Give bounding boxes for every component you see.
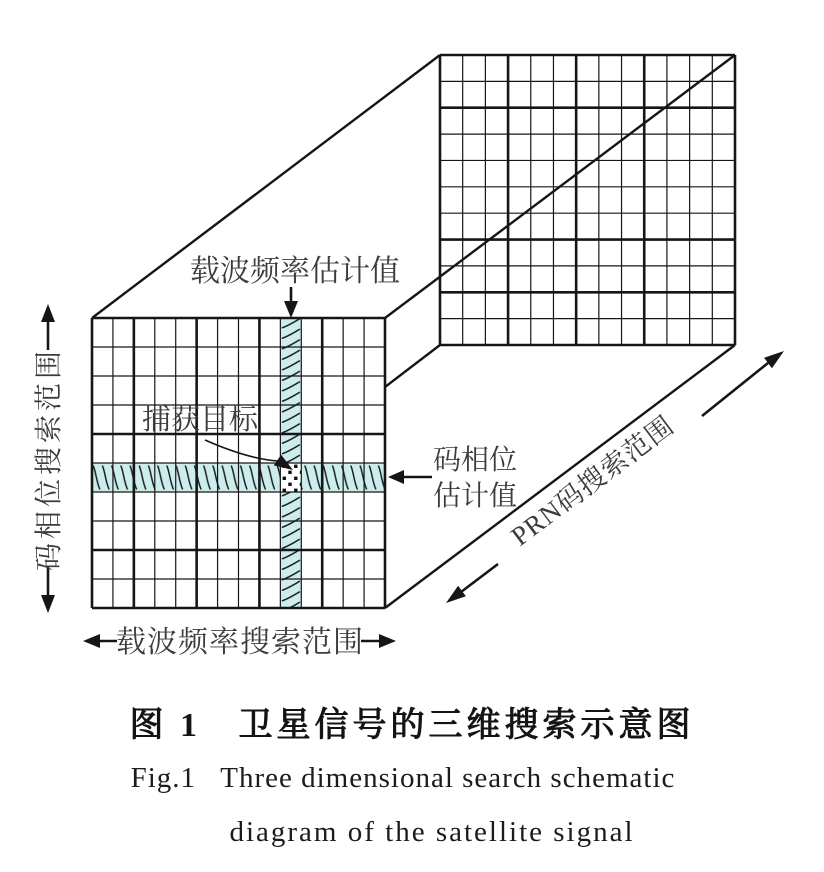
code-phase-estimate-label-line1: 码相位 (433, 445, 518, 476)
caption-english-line1: Fig.1 Three dimensional search schematic (130, 762, 676, 794)
code-phase-search-range-label: 码相位搜索范围 (34, 346, 65, 572)
carrier-estimate-arrow-icon (284, 287, 298, 318)
carrier-freq-search-range-label: 载波频率搜索范围 (116, 626, 364, 659)
code-phase-estimate-label-line2: 估计值 (433, 481, 518, 512)
edge-bottom-right (385, 345, 735, 608)
caption-english-line2: diagram of the satellite signal (229, 816, 635, 848)
carrier-freq-estimate-label: 载波频率估计值 (190, 255, 400, 288)
front-face-grid (92, 318, 385, 608)
back-face-grid (440, 55, 735, 345)
code-phase-estimate-arrow-icon (388, 470, 432, 484)
edge-bottom-left-stub (385, 345, 440, 387)
prn-code-search-range-label: PRN码搜索范围 (505, 410, 680, 552)
caption-chinese: 图 1 卫星信号的三维搜索示意图 (129, 707, 695, 744)
acquisition-target-label: 捕获目标 (141, 404, 259, 436)
box-edges (92, 55, 735, 608)
